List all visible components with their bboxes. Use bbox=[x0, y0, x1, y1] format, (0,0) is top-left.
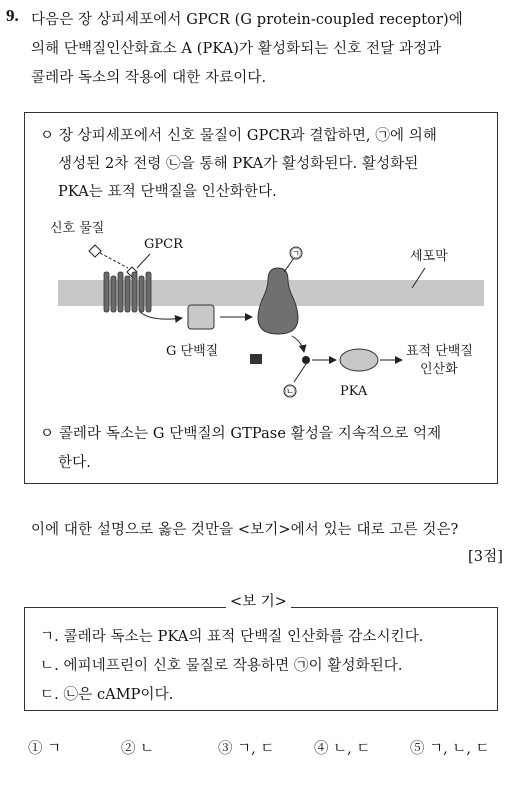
bogi-title: <보 기> bbox=[226, 590, 291, 611]
info-bullet-2-line-1: ㅇ 콜레라 독소는 G 단백질의 GTPase 활성을 지속적으로 억제 bbox=[40, 426, 442, 442]
choice-3[interactable]: ③ ㄱ, ㄷ bbox=[218, 741, 275, 757]
question-line-2: 의해 단백질인산화효소 A (PKA)가 활성화되는 신호 전달 과정과 bbox=[31, 41, 442, 57]
question-line-1: 다음은 장 상피세포에서 GPCR (G protein-coupled receptor)에 bbox=[31, 12, 463, 28]
pka-icon bbox=[340, 349, 378, 371]
signal-pathway-diagram bbox=[40, 210, 490, 410]
info-bullet-1-line-3: PKA는 표적 단백질을 인산화한다. bbox=[58, 184, 277, 200]
info-bullet-2-line-2: 한다. bbox=[58, 455, 91, 471]
membrane-label: 세포막 bbox=[410, 249, 448, 264]
g-protein-icon bbox=[188, 305, 214, 329]
gpcr-receptor-icon bbox=[104, 272, 151, 312]
prompt-text: 이에 대한 설명으로 옳은 것만을 <보기>에서 있는 대로 고른 것은? bbox=[31, 522, 459, 538]
enzyme-marker: ㉠ bbox=[291, 249, 301, 260]
info-bullet-1-line-1: ㅇ 장 상피세포에서 신호 물질이 GPCR과 결합하면, ㉠에 의해 bbox=[40, 128, 437, 144]
adenylyl-cyclase-icon bbox=[258, 268, 298, 334]
bogi-item-2: ㄴ. 에피네프린이 신호 물질로 작용하면 ㉠이 활성화된다. bbox=[40, 658, 403, 674]
signal-label: 신호 물질 bbox=[50, 221, 105, 236]
bogi-item-3: ㄷ. ㉡은 cAMP이다. bbox=[40, 687, 174, 703]
messenger-marker: ㉡ bbox=[285, 387, 295, 398]
bogi-item-1: ㄱ. 콜레라 독소는 PKA의 표적 단백질 인산화를 감소시킨다. bbox=[40, 629, 424, 645]
question-number: 9. bbox=[6, 6, 19, 25]
points-label: [3점] bbox=[468, 549, 503, 565]
second-messenger-icon bbox=[302, 356, 310, 364]
question-line-3: 콜레라 독소의 작용에 대한 자료이다. bbox=[31, 70, 267, 86]
choice-1[interactable]: ① ㄱ bbox=[28, 741, 62, 757]
choice-2[interactable]: ② ㄴ bbox=[121, 741, 155, 757]
info-bullet-1-line-2: 생성된 2차 전령 ㉡을 통해 PKA가 활성화된다. 활성화된 bbox=[58, 156, 419, 172]
g-protein-label: G 단백질 bbox=[166, 344, 219, 359]
substrate-icon bbox=[250, 354, 262, 364]
target-label-line-2: 인산화 bbox=[420, 362, 458, 377]
choice-5[interactable]: ⑤ ㄱ, ㄴ, ㄷ bbox=[410, 741, 490, 757]
choice-4[interactable]: ④ ㄴ, ㄷ bbox=[314, 741, 371, 757]
gpcr-label: GPCR bbox=[144, 237, 183, 252]
target-label-line-1: 표적 단백질 bbox=[406, 344, 473, 359]
signal-molecule-icon bbox=[89, 245, 101, 257]
pka-label: PKA bbox=[340, 384, 368, 399]
